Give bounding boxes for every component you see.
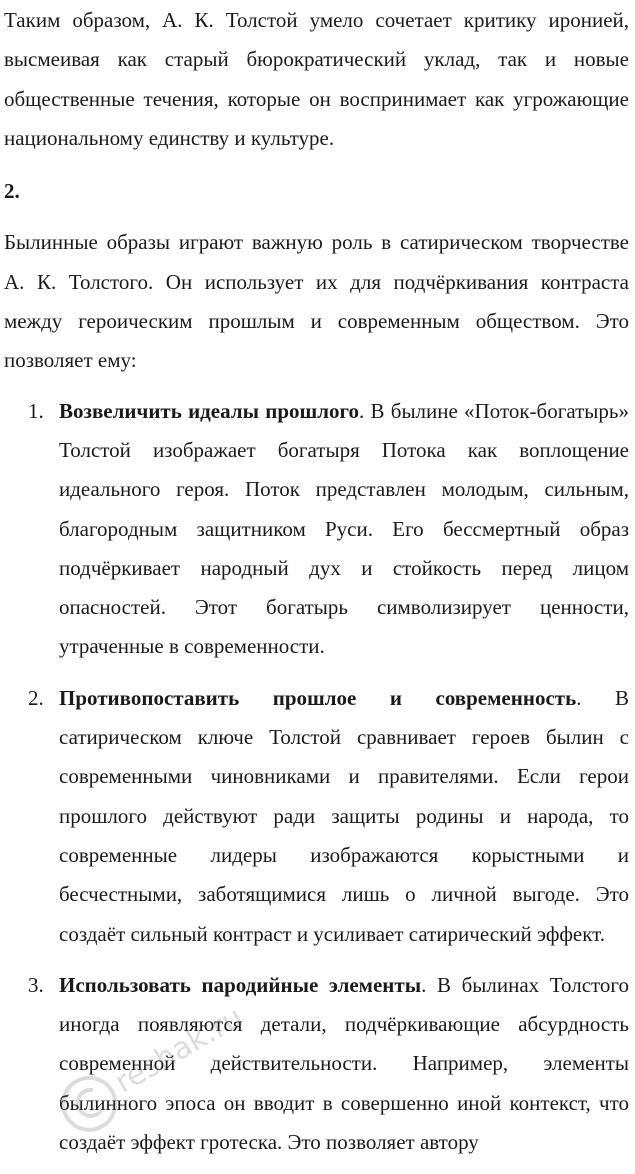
list-item [4,966,629,1162]
list-item-text: . В былине «Поток-богатырь» Толстой изображает богатыря Потока как воплощение идеального героя. Поток представлен молодым, сильным, благородным защитником Руси. Его бессмертный образ подчёркивает народный дух и стойкость перед лицом опасностей. Этот богатырь символизирует ценности, утраченные в современности. [59,398,629,659]
list-item-text: . В сатирическом ключе Толстой сравнивает героев былин с современными чиновниками и правителями. Если герои прошлого действуют ради защиты родины и народа, то современные лидеры изображаются корыстными и бесчестными, заботящимися лишь о личной выгоде. Это создаёт сильный контраст и усиливает сатирический эффект. [59,685,629,946]
list-item-number: 2. [28,685,44,710]
list-item-number: 1. [28,398,44,423]
list-item-number: 3. [28,972,44,997]
list-item [4,392,629,667]
watermark-text: reshak.ru [109,999,250,1101]
document-page [4,0,629,1174]
list-item-heading: Использовать пародийные элементы [59,972,422,997]
intro-paragraph: Таким образом, А. К. Толстой умело сочетает критику иронией, высмеивая как старый бюрократический уклад, так и новые общественные течения, которые он воспринимает как угрожающие национальному единству и культуре. [4,8,629,150]
list-item-paragraph [59,966,629,1162]
list-item [4,679,629,954]
numbered-list [4,392,629,1163]
list-item-paragraph [59,679,629,954]
list-item-heading: Противопоставить прошлое и современность [59,685,577,710]
section-paragraph: Былинные образы играют важную роль в сатирическом творчестве А. К. Толстого. Он использует их для подчёркивания контраста между героическим прошлым и современным обществом. Это позволяет ему: [4,230,629,373]
list-item-text: . В былинах Толстого иногда появляются детали, подчёркивающие абсурдность современной действительности. Например, элементы былинного эпоса он вводит в совершенно иной контекст, что создаёт эффект гротеска. Это позволяет автору [59,972,630,1155]
section-number: 2. [4,179,20,204]
list-item-heading: Возвеличить идеалы прошлого [59,398,360,423]
list-item-paragraph [59,392,629,667]
